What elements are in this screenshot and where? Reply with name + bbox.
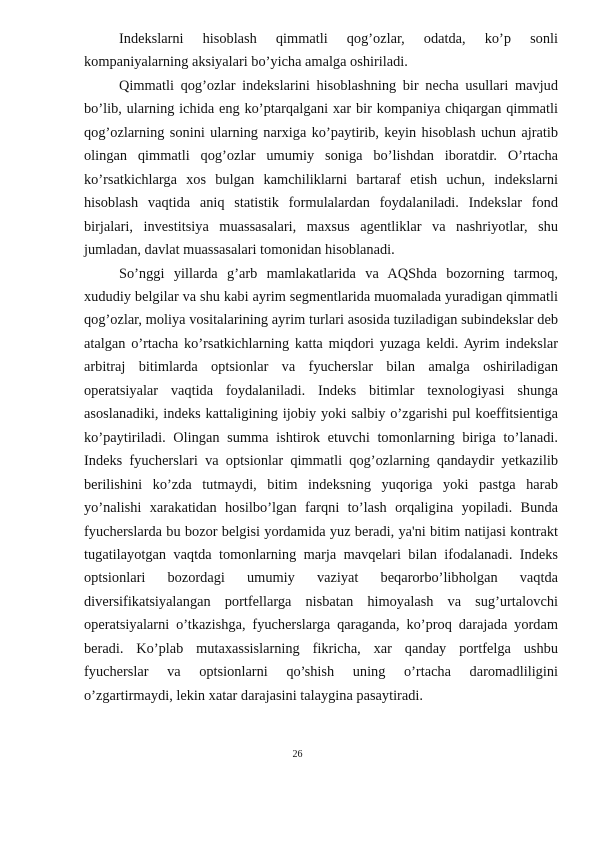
- paragraph-1: Indekslarni hisoblash qimmatli qog’ozlar, odatda, ko’p sonli kompaniyalarning aksiyalari bo’yicha amalga oshiriladi.: [84, 31, 558, 71]
- paragraph-2: Qimmatli qog’ozlar indekslarini hisoblashning bir necha usullari mavjud bo’lib, ularning ichida eng ko’ptarqalgani xar bir kompaniya chiqargan qimmatli qog’ozlarning sonini ularning narxiga ko’paytirib, keyin hisoblash uchun ajratib olingan qimmatli qog’ozlar umumiy soniga bo’lishdan iboratdir. O’rtacha ko’rsatkichlarga xos bulgan kamchiliklarni bartaraf etish uchun, indekslarni hisoblash vaqtida aniq statistik formulalardan foydalaniladi. Indekslar fond birjalari, investitsiya muassasalari, maxsus agentliklar va nashriyotlar, shu jumladan, davlat muassasalari tomonidan hisoblanadi.: [84, 77, 558, 259]
- paragraph-3: So’nggi yillarda g’arb mamlakatlarida va AQShda bozorning tarmoq, xududiy belgilar va shu kabi ayrim segmentlarida muomalada yuradigan qimmatli qog’ozlar, moliya vositalarining ayrim turlari asosida tuziladigan subindekslar deb atalgan o’rtacha ko’rsatkichlarning katta miqdori yuzaga keldi. Ayrim indekslar arbitraj bitimlarda optsionlar va fyucherslar bilan amalga oshiriladigan operatsiyalar vaqtida foydalaniladi. Indeks bitimlar texnologiyasi shunga asoslanadiki, indeks kattaligining ijobiy yoki salbiy o’zgarishi pul koeffitsientiga ko’paytiriladi. Olingan summa ishtirok etuvchi tomonlarning biriga to’lanadi. Indeks fyucherslari va optsionlar qimmatli qog’ozlarning qandaydir yetkazilib berilishini ko’zda tutmaydi, bitim indeksning yuqoriga yoki pastga harab yo’nalishi xarakatidan hosilbo’lgan farqni to’lash orqaligina yopiladi. Bunda fyucherslarda bu bozor belgisi yordamida yuz beradi, ya'ni bitim natijasi kontrakt tugatilayotgan vaqtda tomonlarning marja mavqelari bilan ifodalanadi. Indeks optsionlari bozordagi umumiy vaziyat beqarorbo’libholgan vaqtda diversifikatsiyalangan portfellarga nisbatan himoyalash va sug’urtalovchi operatsiyalarni o’tkazishga, fyucherslarga qaraganda, ko’proq darajada yordam beradi. Ko’plab mutaxassislarning fikricha, xar qanday portfelga ushbu fyucherslar va optsionlarni qo’shish uning o’rtacha daromadliligini o’zgartirmaydi, lekin xatar darajasini talaygina pasaytiradi.: [84, 265, 558, 704]
- page-number: 26: [292, 749, 303, 760]
- document-page: [84, 28, 558, 708]
